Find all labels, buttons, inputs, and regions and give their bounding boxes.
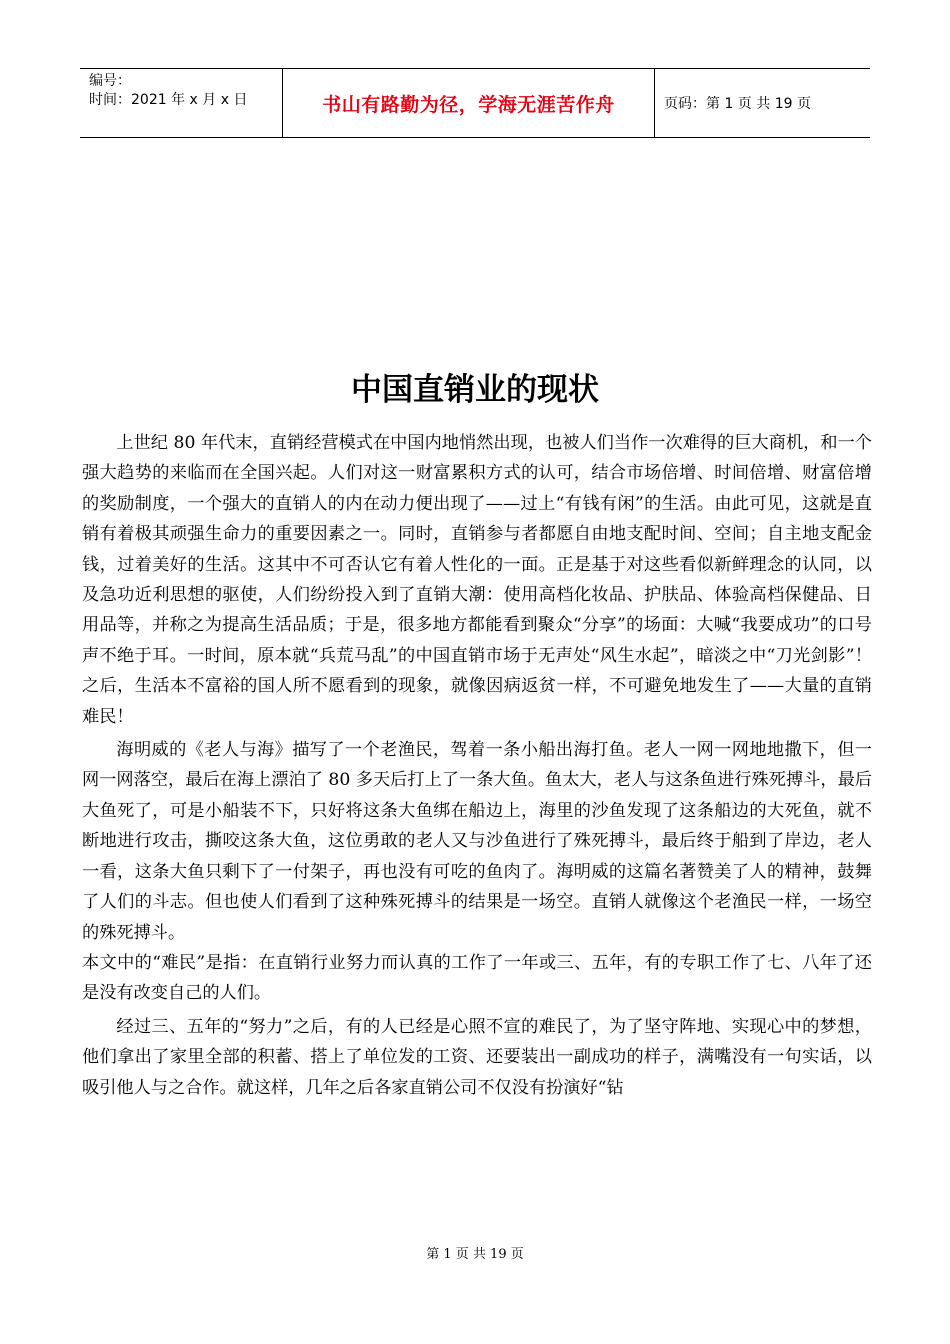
header-meta-cell [80, 69, 283, 137]
document-time-label: 时间：2021 年 x 月 x 日 [89, 92, 248, 108]
header-table [80, 68, 870, 138]
header-page-info: 页码：第 1 页 共 19 页 [664, 96, 811, 112]
document-number-label: 编号： [89, 73, 131, 89]
body-paragraph: 上世纪 80 年代末，直销经营模式在中国内地悄然出现，也被人们当作一次难得的巨大商机，和一个强大趋势的来临而在全国兴起。人们对这一财富累积方式的认可，结合市场倍增、时间倍增、财富倍增的奖励制度，一个强大的直销人的内在动力便出现了——过上“有钱有闲”的生活。由此可见，这就是直销有着极其顽强生命力的重要因素之一。同时，直销参与者都愿自由地支配时间、空间；自主地支配金钱，过着美好的生活。这其中不可否认它有着人性化的一面。正是基于对这些看似新鲜理念的认同，以及急功近利思想的驱使，人们纷纷投入到了直销大潮：使用高档化妆品、护肤品、体验高档保健品、日用品等，并称之为提高生活品质；于是，很多地方都能看到聚众“分享”的场面：大喊“我要成功”的口号声不绝于耳。一时间，原本就“兵荒马乱”的中国直销市场于无声处“风生水起”，暗淡之中“刀光剑影”！之后，生活本不富裕的国人所不愿看到的现象，就像因病返贫一样，不可避免地发生了——大量的直销难民！ [82, 433, 872, 727]
document-title: 中国直销业的现状 [351, 372, 599, 408]
body-paragraph: 海明威的《老人与海》描写了一个老渔民，驾着一条小船出海打鱼。老人一网一网地地撒下，但一网一网落空，最后在海上漂泊了 80 多天后打上了一条大鱼。鱼太大，老人与这条鱼进行殊死搏斗，最后大鱼死了，可是小船装不下，只好将这条大鱼绑在船边上，海里的沙鱼发现了这条船边的大死鱼，就不断地进行攻击，撕咬这条大鱼，这位勇敢的老人又与沙鱼进行了殊死搏斗，最后终于船到了岸边，老人一看，这条大鱼只剩下了一付架子，再也没有可吃的鱼肉了。海明威的这篇名著赞美了人的精神，鼓舞了人们的斗志。但也使人们看到了这种殊死搏斗的结果是一场空。直销人就像这个老渔民一样，一场空的殊死搏斗。 [82, 740, 872, 943]
header-page-cell [655, 69, 870, 137]
body-paragraph: 本文中的“难民”是指：在直销行业努力而认真的工作了一年或三、五年，有的专职工作了七、八年了还是没有改变自己的人们。 [82, 952, 872, 1004]
document-body [82, 428, 872, 1103]
header-motto: 书山有路勤为径，学海无涯苦作舟 [322, 93, 615, 116]
header-motto-cell [283, 69, 655, 137]
body-paragraph: 经过三、五年的“努力”之后，有的人已经是心照不宣的难民了，为了坚守阵地、实现心中的梦想，他们拿出了家里全部的积蓄、搭上了单位发的工资、还要装出一副成功的样子，满嘴没有一句实话，以吸引他人与之合作。就这样，几年之后各家直销公司不仅没有扮演好“钻 [82, 1016, 872, 1098]
page-footer: 第 1 页 共 19 页 [426, 1247, 524, 1262]
